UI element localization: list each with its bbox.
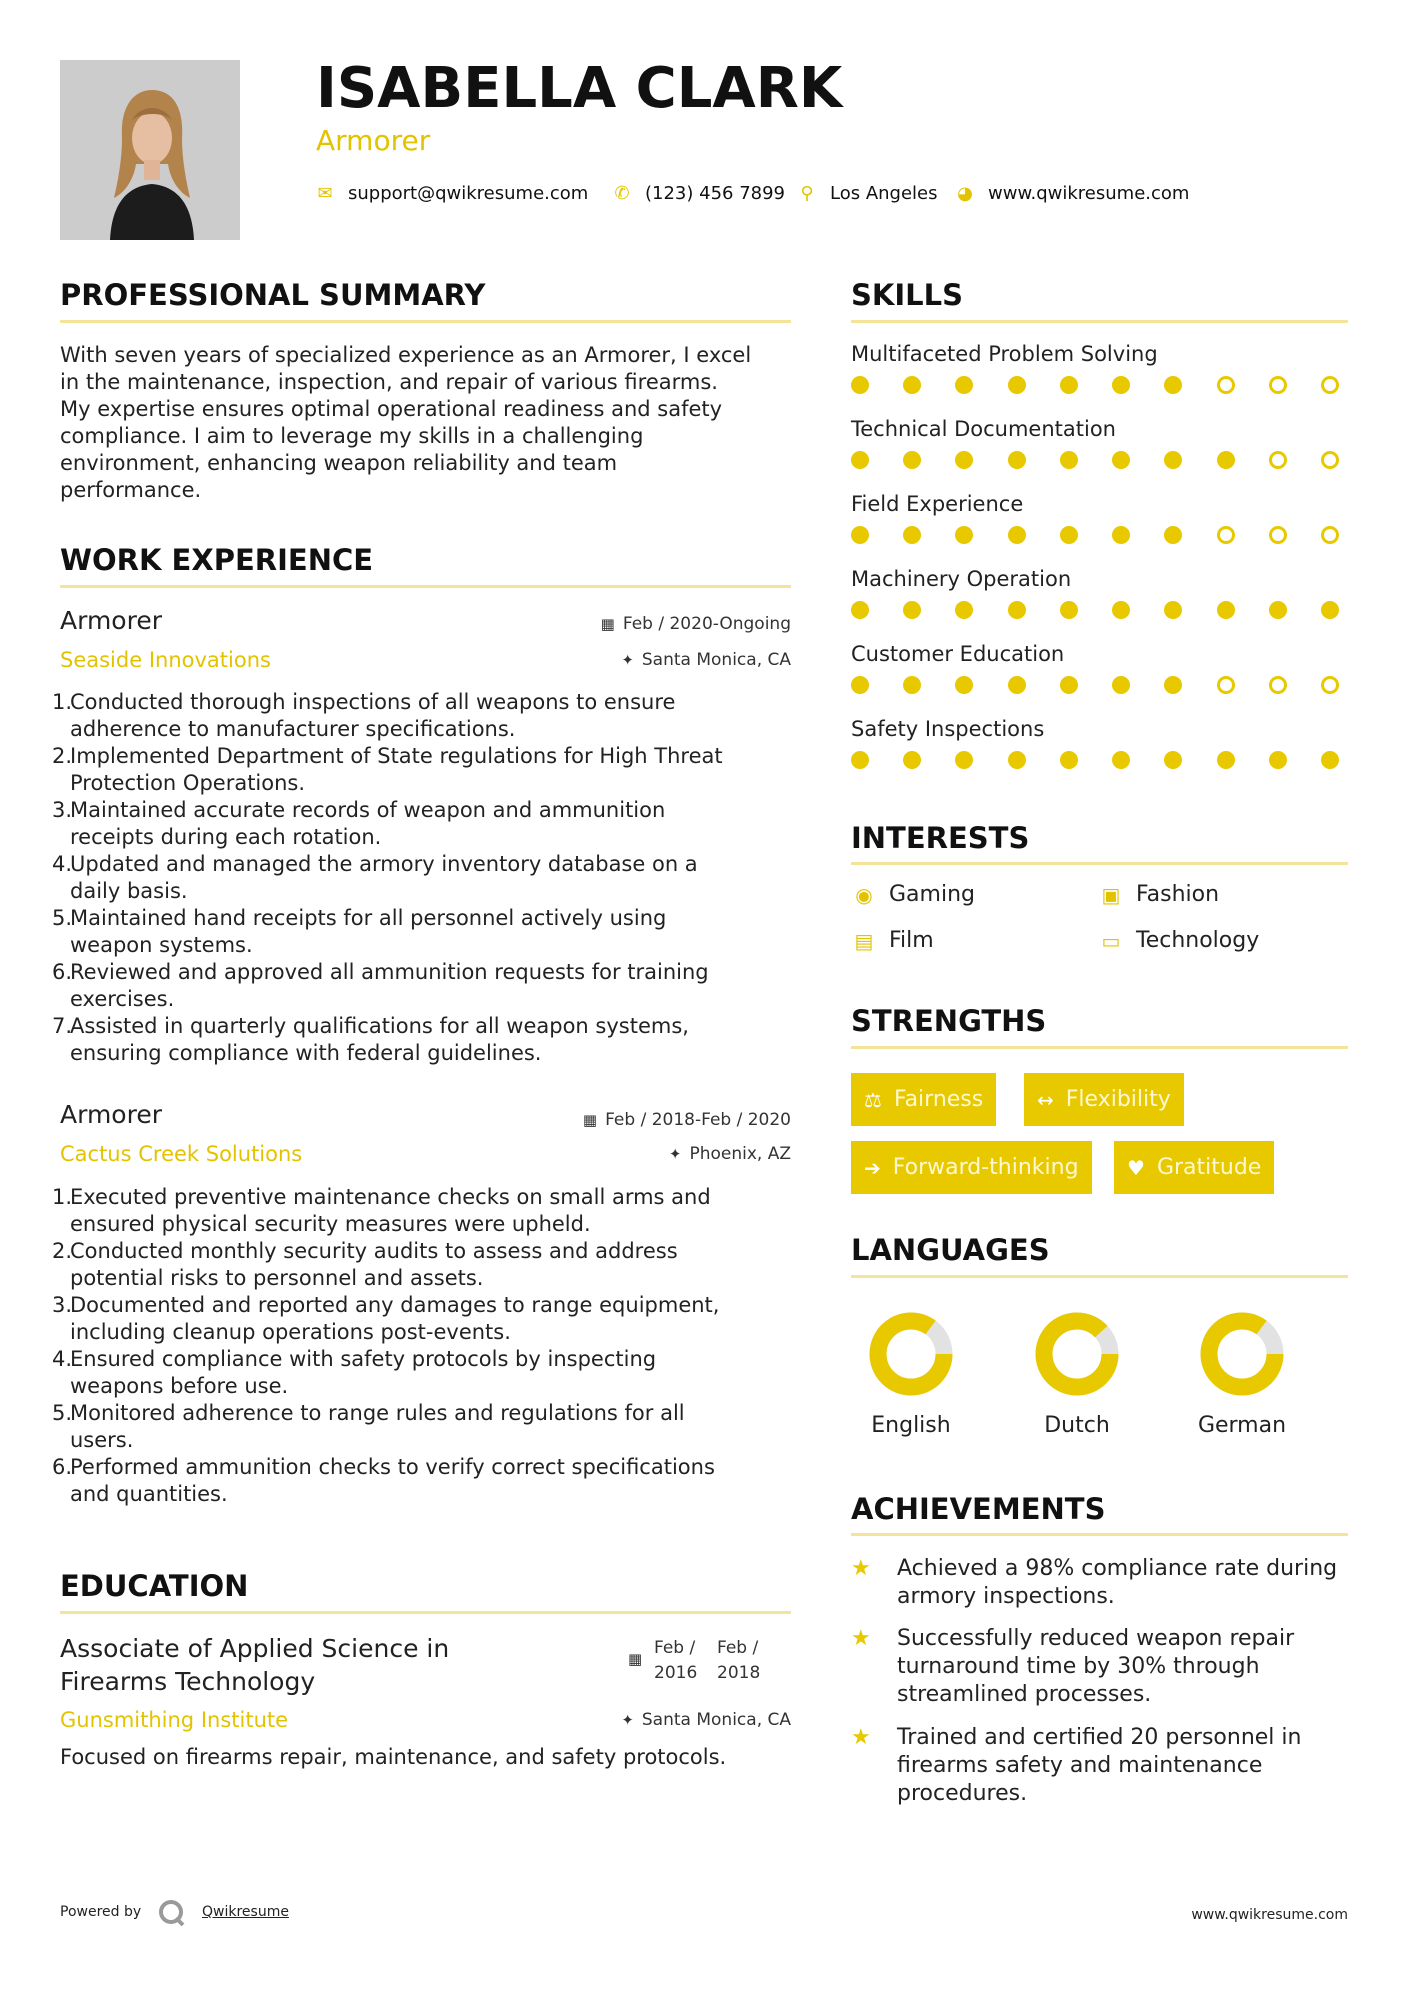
powered-by-label: Powered by xyxy=(60,1904,142,1920)
languages-heading: LANGUAGES xyxy=(851,1233,1050,1267)
strengths-heading: STRENGTHS xyxy=(851,1004,1047,1038)
list-item: 2. Conducted monthly security audits to assess and address potential risks to personnel and assets. xyxy=(52,1239,678,1290)
rating-dot-filled xyxy=(1008,601,1026,619)
interest-item xyxy=(851,882,975,907)
rating-dot-empty xyxy=(1217,526,1235,544)
pushpin-icon: ✦ xyxy=(621,1711,634,1729)
achievements-heading: ACHIEVEMENTS xyxy=(851,1492,1106,1526)
contact-website-text: www.qwikresume.com xyxy=(988,182,1190,204)
language-donut xyxy=(1032,1309,1122,1399)
rating-dot-empty xyxy=(1217,676,1235,694)
experience-rule xyxy=(60,585,791,588)
rating-dot-filled xyxy=(851,601,869,619)
skill-rating xyxy=(851,374,1339,396)
rating-dot-empty xyxy=(1321,676,1339,694)
contact-email[interactable] xyxy=(316,178,588,208)
rating-dot-filled xyxy=(1217,751,1235,769)
candidate-title: Armorer xyxy=(316,124,431,157)
rating-dot-empty xyxy=(1269,376,1287,394)
interest-label: Gaming xyxy=(889,882,975,907)
star-icon: ★ xyxy=(851,1556,871,1581)
skill-row xyxy=(851,417,1339,471)
language-donut xyxy=(1197,1309,1287,1399)
rating-dot-empty xyxy=(1321,376,1339,394)
list-item: 6. Performed ammunition checks to verify correct specifications and quantities. xyxy=(52,1455,715,1506)
rating-dot-filled xyxy=(1112,451,1130,469)
interest-label: Fashion xyxy=(1136,882,1220,907)
summary-text xyxy=(60,342,800,504)
skill-rating xyxy=(851,674,1339,696)
summary-line: compliance. I aim to leverage my skills in a challenging xyxy=(60,424,644,448)
education-end-date xyxy=(717,1636,760,1686)
skills-rule xyxy=(851,320,1348,323)
rating-dot-filled xyxy=(955,376,973,394)
star-icon: ★ xyxy=(851,1626,871,1651)
achievement-text: Trained and certified 20 personnel in firearms safety and maintenance procedures. xyxy=(897,1725,1302,1806)
list-item: 1. Conducted thorough inspections of all weapons to ensure adherence to manufacturer specifications. xyxy=(52,690,676,741)
footer-website[interactable]: www.qwikresume.com xyxy=(1191,1907,1348,1923)
rating-dot-filled xyxy=(1164,526,1182,544)
strength-label: Gratitude xyxy=(1156,1155,1262,1180)
summary-line: My expertise ensures optimal operational readiness and safety xyxy=(60,397,723,421)
rating-dot-filled xyxy=(1269,601,1287,619)
education-heading: EDUCATION xyxy=(60,1569,249,1603)
interest-item xyxy=(1098,928,1259,953)
skill-rating xyxy=(851,599,1339,621)
skill-row xyxy=(851,342,1339,396)
rating-dot-filled xyxy=(955,451,973,469)
job-dates xyxy=(583,1110,791,1130)
job-company: Cactus Creek Solutions xyxy=(60,1142,303,1166)
calendar-icon: ▦ xyxy=(600,615,615,633)
rating-dot-filled xyxy=(903,451,921,469)
rating-dot-filled xyxy=(1112,376,1130,394)
experience-heading: WORK EXPERIENCE xyxy=(60,543,374,577)
summary-line: in the maintenance, inspection, and repair of various firearms. xyxy=(60,370,718,394)
rating-dot-filled xyxy=(1008,451,1026,469)
interests-heading: INTERESTS xyxy=(851,821,1030,855)
summary-rule xyxy=(60,320,791,323)
rating-dot-filled xyxy=(851,451,869,469)
skill-label: Safety Inspections xyxy=(851,717,1045,741)
film-icon: ▤ xyxy=(854,928,874,953)
interest-label: Technology xyxy=(1136,928,1260,953)
rating-dot-filled xyxy=(851,526,869,544)
rating-dot-filled xyxy=(903,601,921,619)
profile-photo xyxy=(60,60,240,240)
rating-dot-filled xyxy=(1321,751,1339,769)
rating-dot-filled xyxy=(1008,676,1026,694)
job-title: Armorer xyxy=(60,1100,162,1129)
achievement-text: Achieved a 98% compliance rate during armory inspections. xyxy=(897,1556,1338,1609)
summary-line: performance. xyxy=(60,478,202,502)
rating-dot-filled xyxy=(1060,451,1078,469)
contact-location xyxy=(798,178,938,208)
skill-label: Customer Education xyxy=(851,642,1065,666)
achievement-item xyxy=(851,1724,1347,1808)
rating-dot-filled xyxy=(955,526,973,544)
balance-scale-icon: ⚖ xyxy=(864,1087,882,1112)
skill-rating xyxy=(851,449,1339,471)
rating-dot-filled xyxy=(1008,751,1026,769)
map-pin-icon: ⚲ xyxy=(800,182,814,204)
calendar-icon: ▦ xyxy=(582,1111,598,1129)
heart-icon: ♥ xyxy=(1127,1155,1145,1180)
school-name: Gunsmithing Institute xyxy=(60,1708,289,1732)
strength-label: Forward-thinking xyxy=(892,1155,1079,1180)
list-item: 6. Reviewed and approved all ammunition requests for training exercises. xyxy=(52,960,709,1011)
shopping-bag-icon: ▣ xyxy=(1101,882,1121,907)
rating-dot-filled xyxy=(1321,601,1339,619)
job-dates xyxy=(601,614,791,634)
skill-row xyxy=(851,567,1339,621)
skill-label: Machinery Operation xyxy=(851,567,1072,591)
skill-row xyxy=(851,642,1339,696)
contact-phone-text: (123) 456 7899 xyxy=(645,182,786,204)
rating-dot-empty xyxy=(1321,526,1339,544)
languages-list xyxy=(851,1305,1348,1445)
interest-item xyxy=(851,928,934,953)
strength-badge xyxy=(851,1141,1092,1194)
job-dates-text: Feb / 2018-Feb / 2020 xyxy=(605,1110,791,1130)
contact-phone[interactable] xyxy=(613,178,785,208)
rating-dot-filled xyxy=(1112,601,1130,619)
contact-email-text: support@qwikresume.com xyxy=(348,182,589,204)
gamepad-icon: ◉ xyxy=(855,882,873,907)
rating-dot-filled xyxy=(903,676,921,694)
rating-dot-filled xyxy=(851,676,869,694)
qwikresume-link[interactable]: Qwikresume xyxy=(202,1904,289,1920)
rating-dot-filled xyxy=(1164,451,1182,469)
achievement-text: Successfully reduced weapon repair turnaround time by 30% through streamlined processes. xyxy=(897,1626,1295,1707)
achievement-item xyxy=(851,1555,1347,1611)
rating-dot-filled xyxy=(955,751,973,769)
skill-row xyxy=(851,492,1339,546)
rating-dot-empty xyxy=(1217,376,1235,394)
contact-website[interactable] xyxy=(956,178,1189,208)
education-start-month: Feb / xyxy=(654,1638,696,1658)
calendar-icon: ▦ xyxy=(628,1650,643,1668)
candidate-name: ISABELLA CLARK xyxy=(316,56,843,121)
rating-dot-filled xyxy=(1112,676,1130,694)
achievement-item xyxy=(851,1625,1347,1709)
skill-label: Technical Documentation xyxy=(851,417,1116,441)
interest-item xyxy=(1098,882,1219,907)
skill-rating xyxy=(851,749,1339,771)
rating-dot-filled xyxy=(1164,676,1182,694)
skill-label: Multifaceted Problem Solving xyxy=(851,342,1158,366)
interest-label: Film xyxy=(889,928,934,953)
envelope-icon: ✉ xyxy=(317,182,333,204)
list-item: 7. Assisted in quarterly qualifications for all weapon systems, ensuring compliance with federal guidelines. xyxy=(52,1014,689,1065)
skills-heading: SKILLS xyxy=(851,278,963,312)
job-location xyxy=(669,1144,791,1164)
rating-dot-filled xyxy=(1217,601,1235,619)
rating-dot-filled xyxy=(1008,376,1026,394)
contact-location-text: Los Angeles xyxy=(830,182,938,204)
rating-dot-filled xyxy=(1008,526,1026,544)
laptop-icon: ▭ xyxy=(1101,928,1121,953)
rating-dot-filled xyxy=(851,751,869,769)
strength-badge xyxy=(851,1073,996,1126)
summary-line: environment, enhancing weapon reliability and team xyxy=(60,451,618,475)
list-item: 4. Updated and managed the armory inventory database on a daily basis. xyxy=(52,852,698,903)
arrow-right-icon: ➔ xyxy=(864,1155,881,1180)
language-donut xyxy=(866,1309,956,1399)
rating-dot-empty xyxy=(1269,526,1287,544)
rating-dot-filled xyxy=(1112,751,1130,769)
summary-line: With seven years of specialized experience as an Armorer, I excel xyxy=(60,343,752,367)
phone-icon: ✆ xyxy=(614,182,630,204)
degree-line: Firearms Technology xyxy=(60,1667,316,1696)
strength-label: Fairness xyxy=(893,1087,984,1112)
list-item: 4. Ensured compliance with safety protocols by inspecting weapons before use. xyxy=(52,1347,657,1398)
achievements-rule xyxy=(851,1533,1348,1536)
job-dates-text: Feb / 2020-Ongoing xyxy=(622,614,791,634)
rating-dot-filled xyxy=(1060,676,1078,694)
rating-dot-empty xyxy=(1269,451,1287,469)
list-item: 3. Maintained accurate records of weapon and ammunition receipts during each rotation. xyxy=(52,798,666,849)
donut-fill xyxy=(1044,1321,1110,1387)
education-location xyxy=(621,1710,791,1730)
job-location-text: Santa Monica, CA xyxy=(641,650,791,670)
arrows-horizontal-icon: ↔ xyxy=(1037,1087,1054,1112)
qwikresume-logo-icon xyxy=(157,1898,187,1928)
list-item: 1. Executed preventive maintenance checks on small arms and ensured physical security measures were upheld. xyxy=(52,1185,711,1236)
strength-badge xyxy=(1024,1073,1184,1126)
education-start-year: 2016 xyxy=(654,1663,698,1683)
rating-dot-filled xyxy=(903,526,921,544)
summary-heading: PROFESSIONAL SUMMARY xyxy=(60,278,486,312)
degree-title xyxy=(60,1632,449,1698)
language-label: English xyxy=(871,1413,951,1438)
education-rule xyxy=(60,1611,791,1614)
skill-rating xyxy=(851,524,1339,546)
globe-icon: ◕ xyxy=(957,182,973,204)
rating-dot-filled xyxy=(851,376,869,394)
strengths-rule xyxy=(851,1046,1348,1049)
list-item: 5. Monitored adherence to range rules and regulations for all users. xyxy=(52,1401,685,1452)
pushpin-icon: ✦ xyxy=(668,1145,682,1163)
star-icon: ★ xyxy=(851,1725,871,1750)
education-end-year: 2018 xyxy=(717,1663,761,1683)
strength-label: Flexibility xyxy=(1065,1087,1171,1112)
education-location-text: Santa Monica, CA xyxy=(641,1710,791,1730)
language-label: Dutch xyxy=(1044,1413,1110,1438)
rating-dot-filled xyxy=(1164,601,1182,619)
rating-dot-filled xyxy=(1060,376,1078,394)
language-label: German xyxy=(1197,1413,1287,1438)
job-title: Armorer xyxy=(60,606,162,635)
job-location-text: Phoenix, AZ xyxy=(689,1144,791,1164)
rating-dot-filled xyxy=(1060,751,1078,769)
education-end-month: Feb / xyxy=(717,1638,759,1658)
rating-dot-empty xyxy=(1321,451,1339,469)
skill-label: Field Experience xyxy=(851,492,1024,516)
rating-dot-filled xyxy=(903,376,921,394)
rating-dot-filled xyxy=(1112,526,1130,544)
job-company: Seaside Innovations xyxy=(60,648,271,672)
job-location xyxy=(621,650,791,670)
list-item: 2. Implemented Department of State regulations for High Threat Protection Operations. xyxy=(52,744,723,795)
rating-dot-filled xyxy=(1164,751,1182,769)
rating-dot-filled xyxy=(955,601,973,619)
rating-dot-filled xyxy=(1269,751,1287,769)
rating-dot-filled xyxy=(903,751,921,769)
skill-row xyxy=(851,717,1339,771)
rating-dot-empty xyxy=(1269,676,1287,694)
education-start-date xyxy=(654,1636,697,1686)
strength-badge xyxy=(1114,1141,1274,1194)
rating-dot-filled xyxy=(1164,376,1182,394)
rating-dot-filled xyxy=(1217,451,1235,469)
rating-dot-filled xyxy=(1060,526,1078,544)
list-item: 5. Maintained hand receipts for all personnel actively using weapon systems. xyxy=(52,906,667,957)
rating-dot-filled xyxy=(1060,601,1078,619)
languages-rule xyxy=(851,1275,1348,1278)
degree-line: Associate of Applied Science in xyxy=(60,1634,450,1663)
pushpin-icon: ✦ xyxy=(621,651,634,669)
interests-rule xyxy=(851,862,1348,865)
job-duties-list xyxy=(52,689,792,1067)
rating-dot-filled xyxy=(955,676,973,694)
profile-photo-image xyxy=(60,60,240,240)
education-description: Focused on firearms repair, maintenance, and safety protocols. xyxy=(60,1745,727,1769)
job-duties-list xyxy=(52,1184,792,1508)
list-item: 3. Documented and reported any damages to range equipment, including cleanup operations post-events. xyxy=(52,1293,720,1344)
